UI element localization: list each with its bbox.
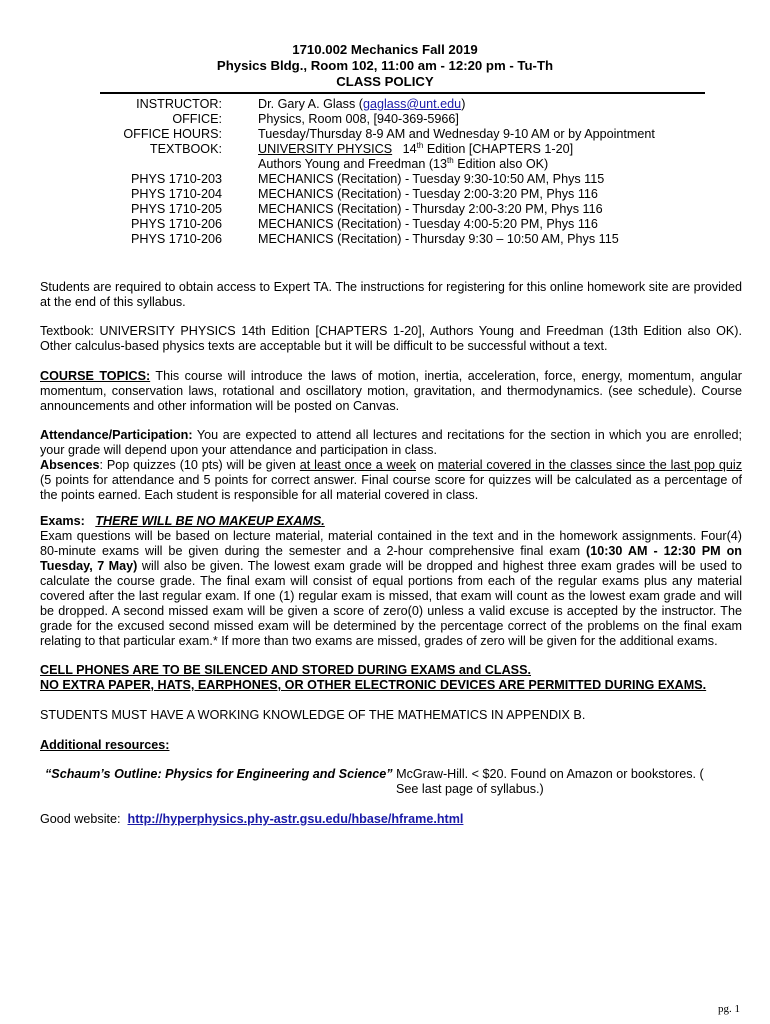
recitation-section: PHYS 1710-206 — [130, 232, 222, 246]
recitation-detail: MECHANICS (Recitation) - Thursday 2:00-3:20 PM, Phys 116 — [258, 202, 603, 216]
attendance-paragraph — [40, 428, 742, 503]
recitation-row — [40, 202, 740, 217]
course-topics-label: COURSE TOPICS: — [40, 369, 151, 383]
exams-paragraph — [40, 514, 742, 649]
office-label: OFFICE: — [172, 112, 222, 126]
authors-sup: th — [447, 155, 454, 165]
recitation-section: PHYS 1710-204 — [130, 187, 222, 201]
header-divider — [100, 92, 705, 94]
course-title: 1710.002 Mechanics Fall 2019 — [292, 42, 478, 57]
authors-text: Authors Young and Freedman (13 — [258, 157, 448, 171]
absences-underline-material: material covered in the classes since the last pop quiz — [437, 458, 742, 472]
course-location: Physics Bldg., Room 102, 11:00 am - 12:20 pm - Tu-Th — [216, 58, 554, 73]
website-entry — [40, 812, 742, 827]
office-hours-label: OFFICE HOURS: — [123, 127, 222, 141]
schaum-book-info: McGraw-Hill. < $20. Found on Amazon or bookstores. ( — [392, 767, 704, 781]
recitation-detail: MECHANICS (Recitation) - Tuesday 9:30-10:50 AM, Phys 115 — [258, 172, 605, 186]
cell-phone-rule: CELL PHONES ARE TO BE SILENCED AND STORED DURING EXAMS and CLASS. — [40, 663, 531, 677]
hyperphysics-link[interactable]: http://hyperphysics.phy-astr.gsu.edu/hbase/hframe.html — [127, 812, 464, 826]
website-label: Good website: — [40, 812, 128, 826]
office-row — [40, 112, 740, 127]
page-number: pg. 1 — [718, 1003, 740, 1015]
recitation-detail: MECHANICS (Recitation) - Tuesday 2:00-3:20 PM, Phys 116 — [258, 187, 598, 201]
textbook-edition-num: 14 — [392, 142, 417, 156]
recitation-detail: MECHANICS (Recitation) - Tuesday 4:00-5:20 PM, Phys 116 — [258, 217, 598, 231]
recitation-section: PHYS 1710-205 — [130, 202, 222, 216]
rules-block — [40, 663, 742, 693]
authors-text-end: Edition also OK) — [453, 157, 549, 171]
math-requirement: STUDENTS MUST HAVE A WORKING KNOWLEDGE OF THE MATHEMATICS IN APPENDIX B. — [40, 708, 586, 722]
textbook-authors-row — [40, 157, 740, 172]
absences-underline-frequency: at least once a week — [299, 458, 417, 472]
exam-devices-rule: NO EXTRA PAPER, HATS, EARPHONES, OR OTHER ELECTRONIC DEVICES ARE PERMITTED DURING EXAMS. — [40, 678, 707, 692]
absences-text: on — [416, 458, 438, 472]
schaum-book-title: “Schaum’s Outline: Physics for Engineering and Science” — [45, 767, 393, 781]
instructor-email-link[interactable]: gaglass@unt.edu — [362, 97, 462, 111]
class-policy-heading: CLASS POLICY — [336, 74, 434, 89]
recitation-section: PHYS 1710-206 — [130, 217, 222, 231]
instructor-name: Dr. Gary A. Glass ( — [258, 97, 363, 111]
instructor-close: ) — [461, 97, 466, 111]
recitation-section: PHYS 1710-203 — [130, 172, 222, 186]
textbook-paragraph: Textbook: UNIVERSITY PHYSICS 14th Edition [CHAPTERS 1-20], Authors Young and Freedman (13th Edition also OK). Other calculus-based physics texts are acceptable but it will be difficult to be successful without a text. — [40, 324, 742, 353]
attendance-text: You are expected to attend all lectures and recitations for the section in which you are enrolled; your grade will depend upon your attendance and participation in class. — [40, 428, 742, 457]
office-hours-row — [40, 127, 740, 142]
final-exam-time: (10:30 AM - 12:30 PM on Tuesday, 7 May) — [40, 544, 742, 573]
exams-label: Exams: — [40, 514, 85, 528]
recitation-row — [40, 232, 740, 247]
textbook-value — [258, 142, 573, 157]
schaum-outline-entry — [40, 767, 742, 797]
absences-label: Absences — [40, 458, 100, 472]
absences-text: : Pop quizzes (10 pts) will be given — [99, 458, 300, 472]
resources-heading-text: Additional resources: — [40, 738, 170, 752]
exams-text: will also be given. The lowest exam grade will be dropped and highest three exam grades will be used to calculate the course grade. The final exam will consist of equal portions from each of the regular exams plus any material covered after the last regular exam. If one (1) regular exam is missed, that exam will count as the lowest exam grade and will be dropped. A second missed exam will be given a score of zero(0) unless a valid excuse is accepted by the instructor. The grade for the excused second missed exam will be determined by the percentage correct of the problems on the final exam relating to that particular exam.* If more than two exams are missed, grades of zero will be given for the additional exams. — [40, 559, 743, 648]
textbook-edition-rest: Edition [CHAPTERS 1-20] — [423, 142, 574, 156]
course-topics-text: This course will introduce the laws of motion, inertia, acceleration, force, energy, momentum, angular momentum, conservation laws, rotational and oscillatory motion, gravitation, and thermodynamics. (see schedule). Course announcements and other information will be posted on Canvas. — [40, 369, 742, 413]
textbook-edition-sup: th — [416, 140, 424, 150]
instructor-label: INSTRUCTOR: — [136, 97, 222, 111]
textbook-label: TEXTBOOK: — [149, 142, 222, 156]
expert-ta-paragraph: Students are required to obtain access to Expert TA. The instructions for registering for this online homework site are provided at the end of this syllabus. — [40, 280, 742, 309]
absences-paragraph — [40, 458, 742, 503]
instructor-value — [258, 97, 465, 112]
textbook-title: UNIVERSITY PHYSICS — [258, 142, 393, 156]
recitation-detail: MECHANICS (Recitation) - Thursday 9:30 – 10:50 AM, Phys 115 — [258, 232, 619, 246]
exams-text: Exam questions will be based on lecture material, material contained in the text and in the homework assignments. Four(4) 80-minute exams will be given during the semester and a 2-hour comprehensive final exam — [40, 529, 742, 558]
office-value: Physics, Room 008, [940-369-5966] — [258, 112, 459, 126]
recitation-row — [40, 187, 740, 202]
attendance-label: Attendance/Participation: — [40, 428, 193, 442]
instructor-row — [40, 97, 740, 112]
no-makeup-notice: THERE WILL BE NO MAKEUP EXAMS. — [95, 514, 325, 528]
recitation-row — [40, 172, 740, 187]
additional-resources-heading — [40, 738, 742, 753]
office-hours-value: Tuesday/Thursday 8-9 AM and Wednesday 9-10 AM or by Appointment — [258, 127, 655, 141]
textbook-authors — [258, 157, 548, 172]
absences-text: (5 points for attendance and 5 points for correct answer. Final course score for quizzes will be calculated as a percentage of the points earned. Each student is responsible for all material covered in class. — [40, 473, 742, 502]
course-info-block — [40, 97, 740, 247]
course-topics-paragraph — [40, 369, 742, 414]
recitation-row — [40, 217, 740, 232]
textbook-row — [40, 142, 740, 157]
schaum-book-note: See last page of syllabus.) — [396, 782, 544, 796]
